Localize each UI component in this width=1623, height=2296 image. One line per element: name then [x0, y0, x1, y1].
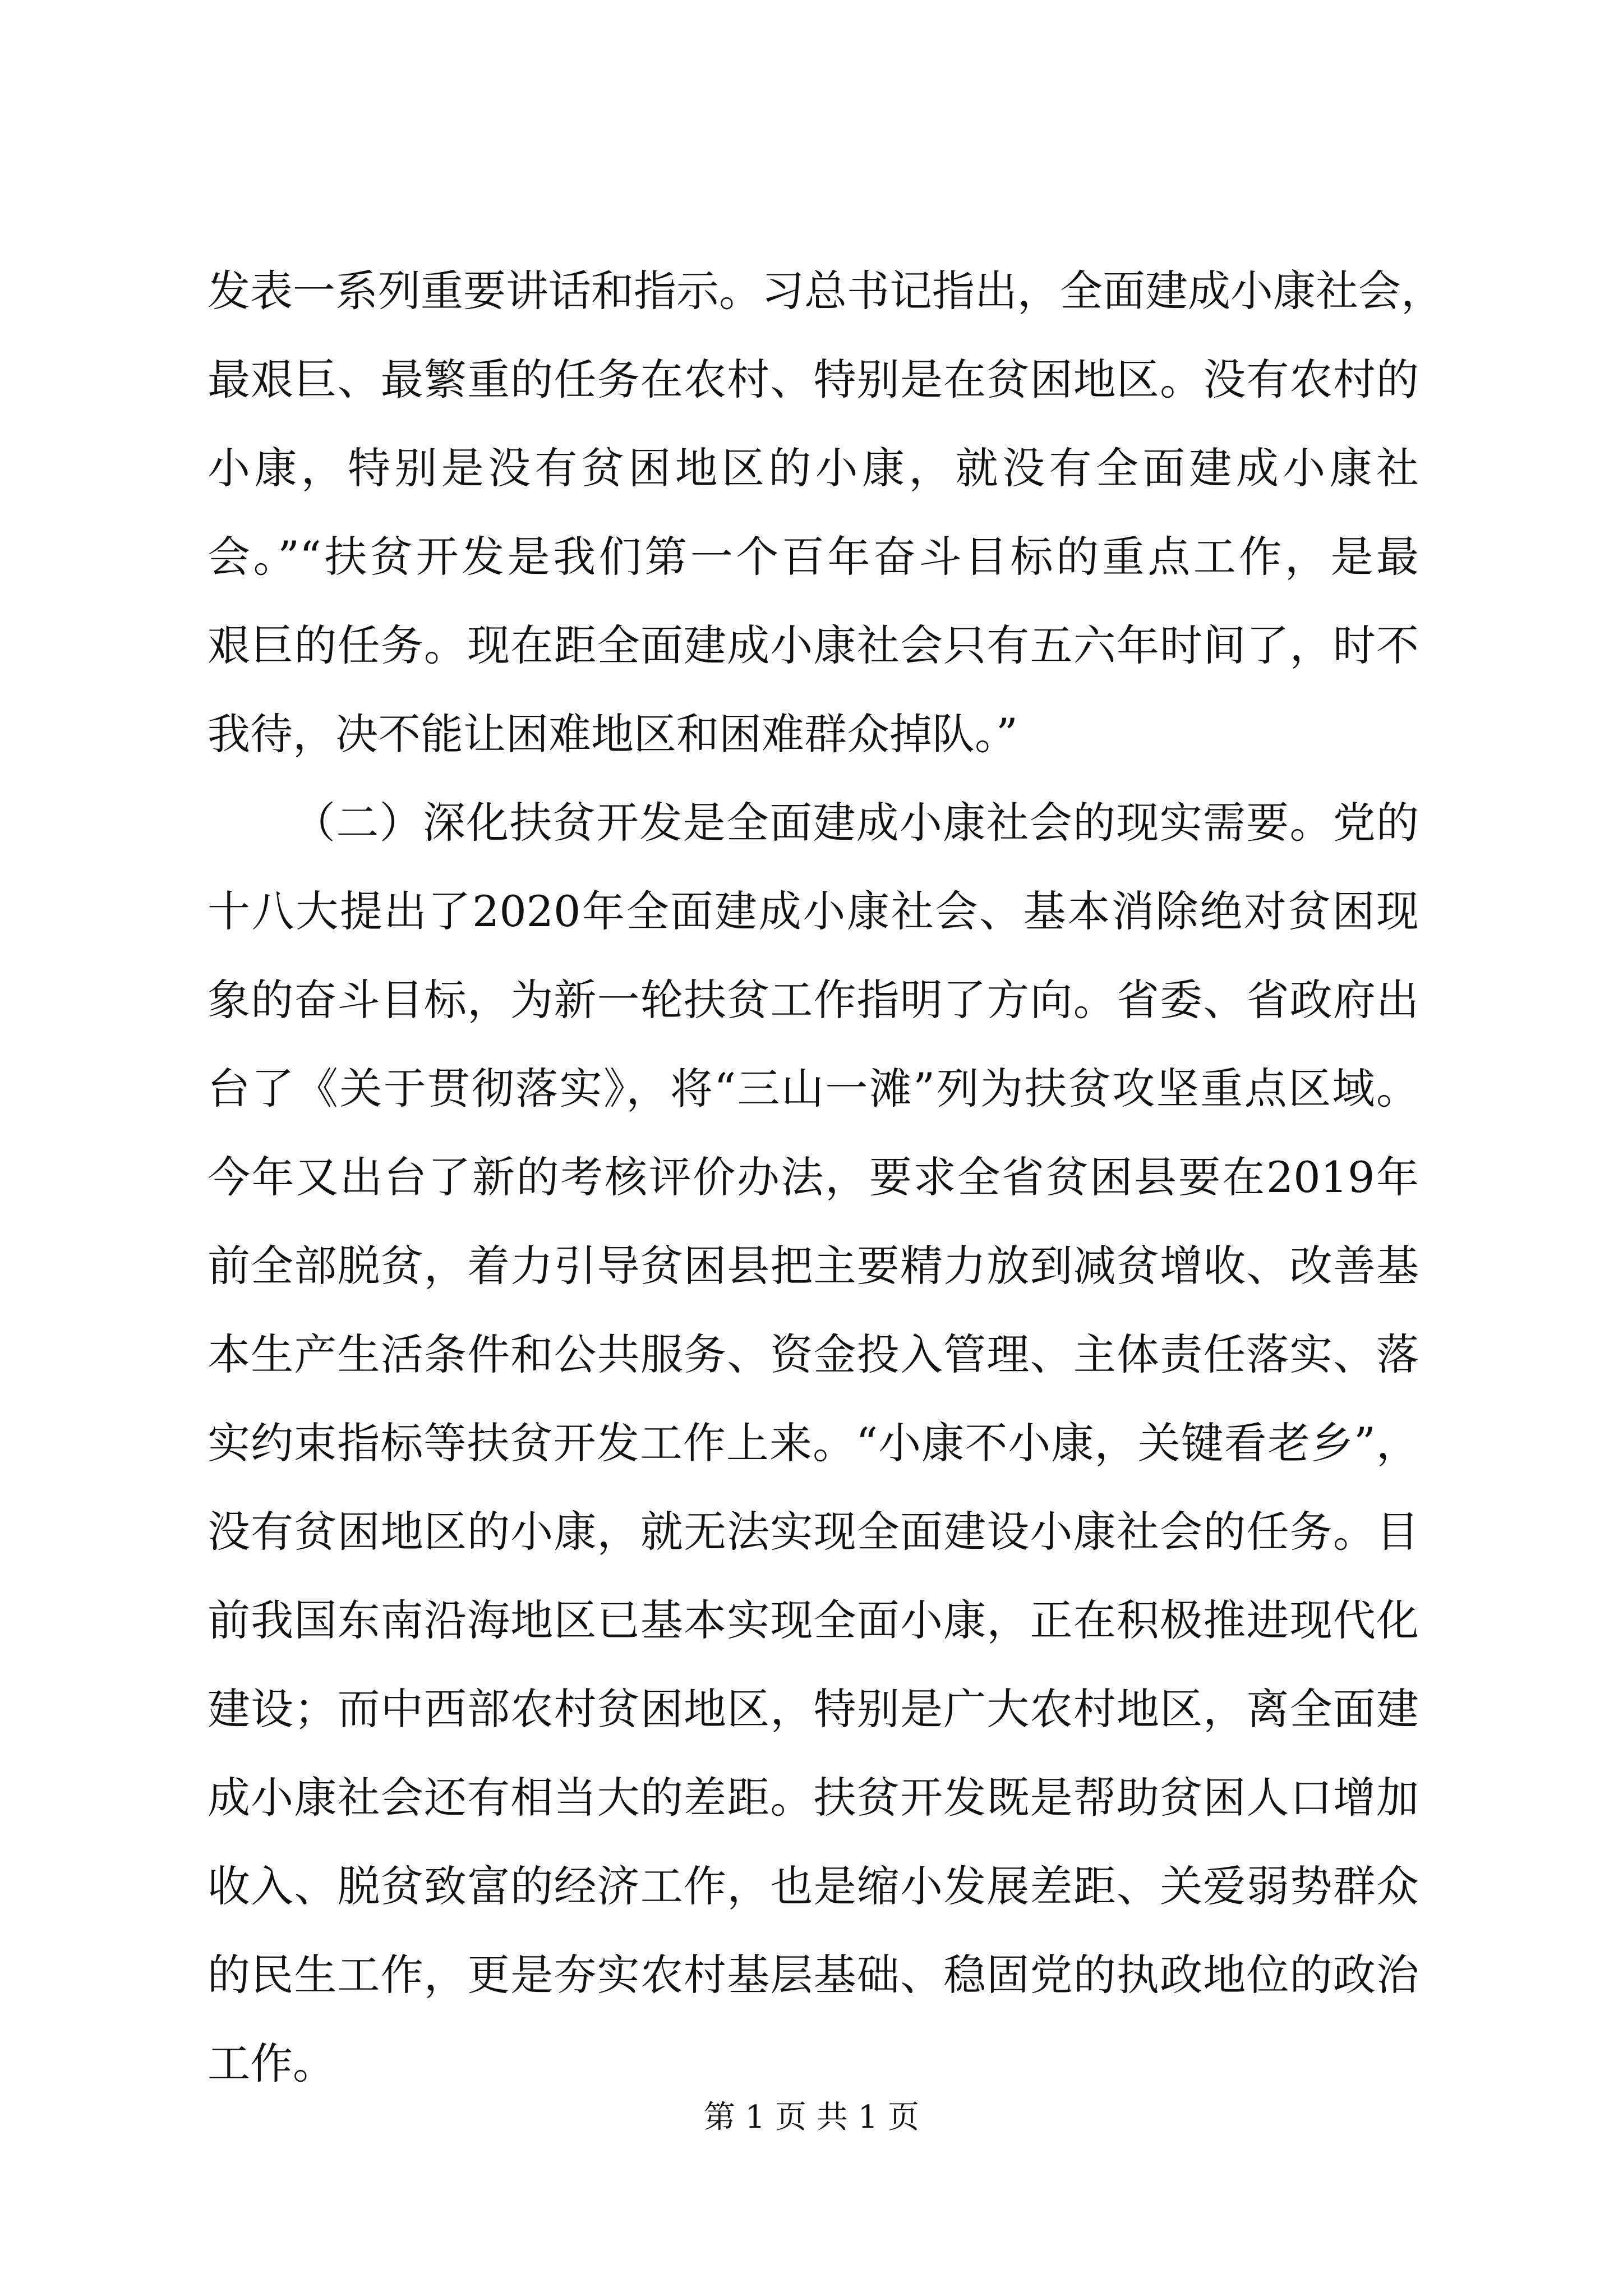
- text-line: 工作。: [208, 2039, 335, 2088]
- text-line: 没有贫困地区的小康，就无法实现全面建设小康社会的任务。目: [208, 1507, 1419, 1557]
- text-line: 我待，决不能让困难地区和困难群众掉队。”: [208, 709, 1018, 759]
- text-line: 成小康社会还有相当大的差距。扶贫开发既是帮助贫困人口增加: [208, 1773, 1419, 1823]
- page-footer: [0, 2095, 1623, 2140]
- text-line: 发表一系列重要讲话和指示。习总书记指出，全面建成小康社会，: [208, 266, 1444, 316]
- text-line: 实约束指标等扶贫开发工作上来。“小康不小康，关键看老乡”，: [208, 1418, 1419, 1468]
- text-line: 的民生工作，更是夯实农村基层基础、稳固党的执政地位的政治: [208, 1950, 1419, 2000]
- text-line: 象的奋斗目标，为新一轮扶贫工作指明了方向。省委、省政府出: [208, 975, 1419, 1025]
- text-line: 前我国东南沿海地区已基本实现全面小康，正在积极推进现代化: [208, 1595, 1419, 1645]
- text-line: 小康，特别是没有贫困地区的小康，就没有全面建成小康社: [208, 443, 1419, 493]
- text-line: 台了《关于贯彻落实》，将“三山一滩”列为扶贫攻坚重点区域。: [208, 1064, 1419, 1114]
- text-line: 建设；而中西部农村贫困地区，特别是广大农村地区，离全面建: [208, 1684, 1419, 1734]
- body-text: [208, 247, 1444, 2108]
- text-line: 会。”“扶贫开发是我们第一个百年奋斗目标的重点工作，是最: [208, 532, 1419, 582]
- page-number-label: 第 1 页 共 1 页: [703, 2099, 920, 2136]
- text-line: 最艰巨、最繁重的任务在农村、特别是在贫困地区。没有农村的: [208, 355, 1419, 404]
- text-line: 十八大提出了2020年全面建成小康社会、基本消除绝对贫困现: [208, 886, 1419, 936]
- text-line: 今年又出台了新的考核评价办法，要求全省贫困县要在2019年: [208, 1152, 1419, 1202]
- text-line: 艰巨的任务。现在距全面建成小康社会只有五六年时间了，时不: [208, 620, 1419, 670]
- text-line: 前全部脱贫，着力引导贫困县把主要精力放到减贫增收、改善基: [208, 1241, 1419, 1291]
- text-line: 收入、脱贫致富的经济工作，也是缩小发展差距、关爱弱势群众: [208, 1861, 1419, 1911]
- paragraph-start-line: （二）深化扶贫开发是全面建成小康社会的现实需要。党的: [293, 798, 1419, 848]
- text-line: 本生产生活条件和公共服务、资金投入管理、主体责任落实、落: [208, 1329, 1419, 1379]
